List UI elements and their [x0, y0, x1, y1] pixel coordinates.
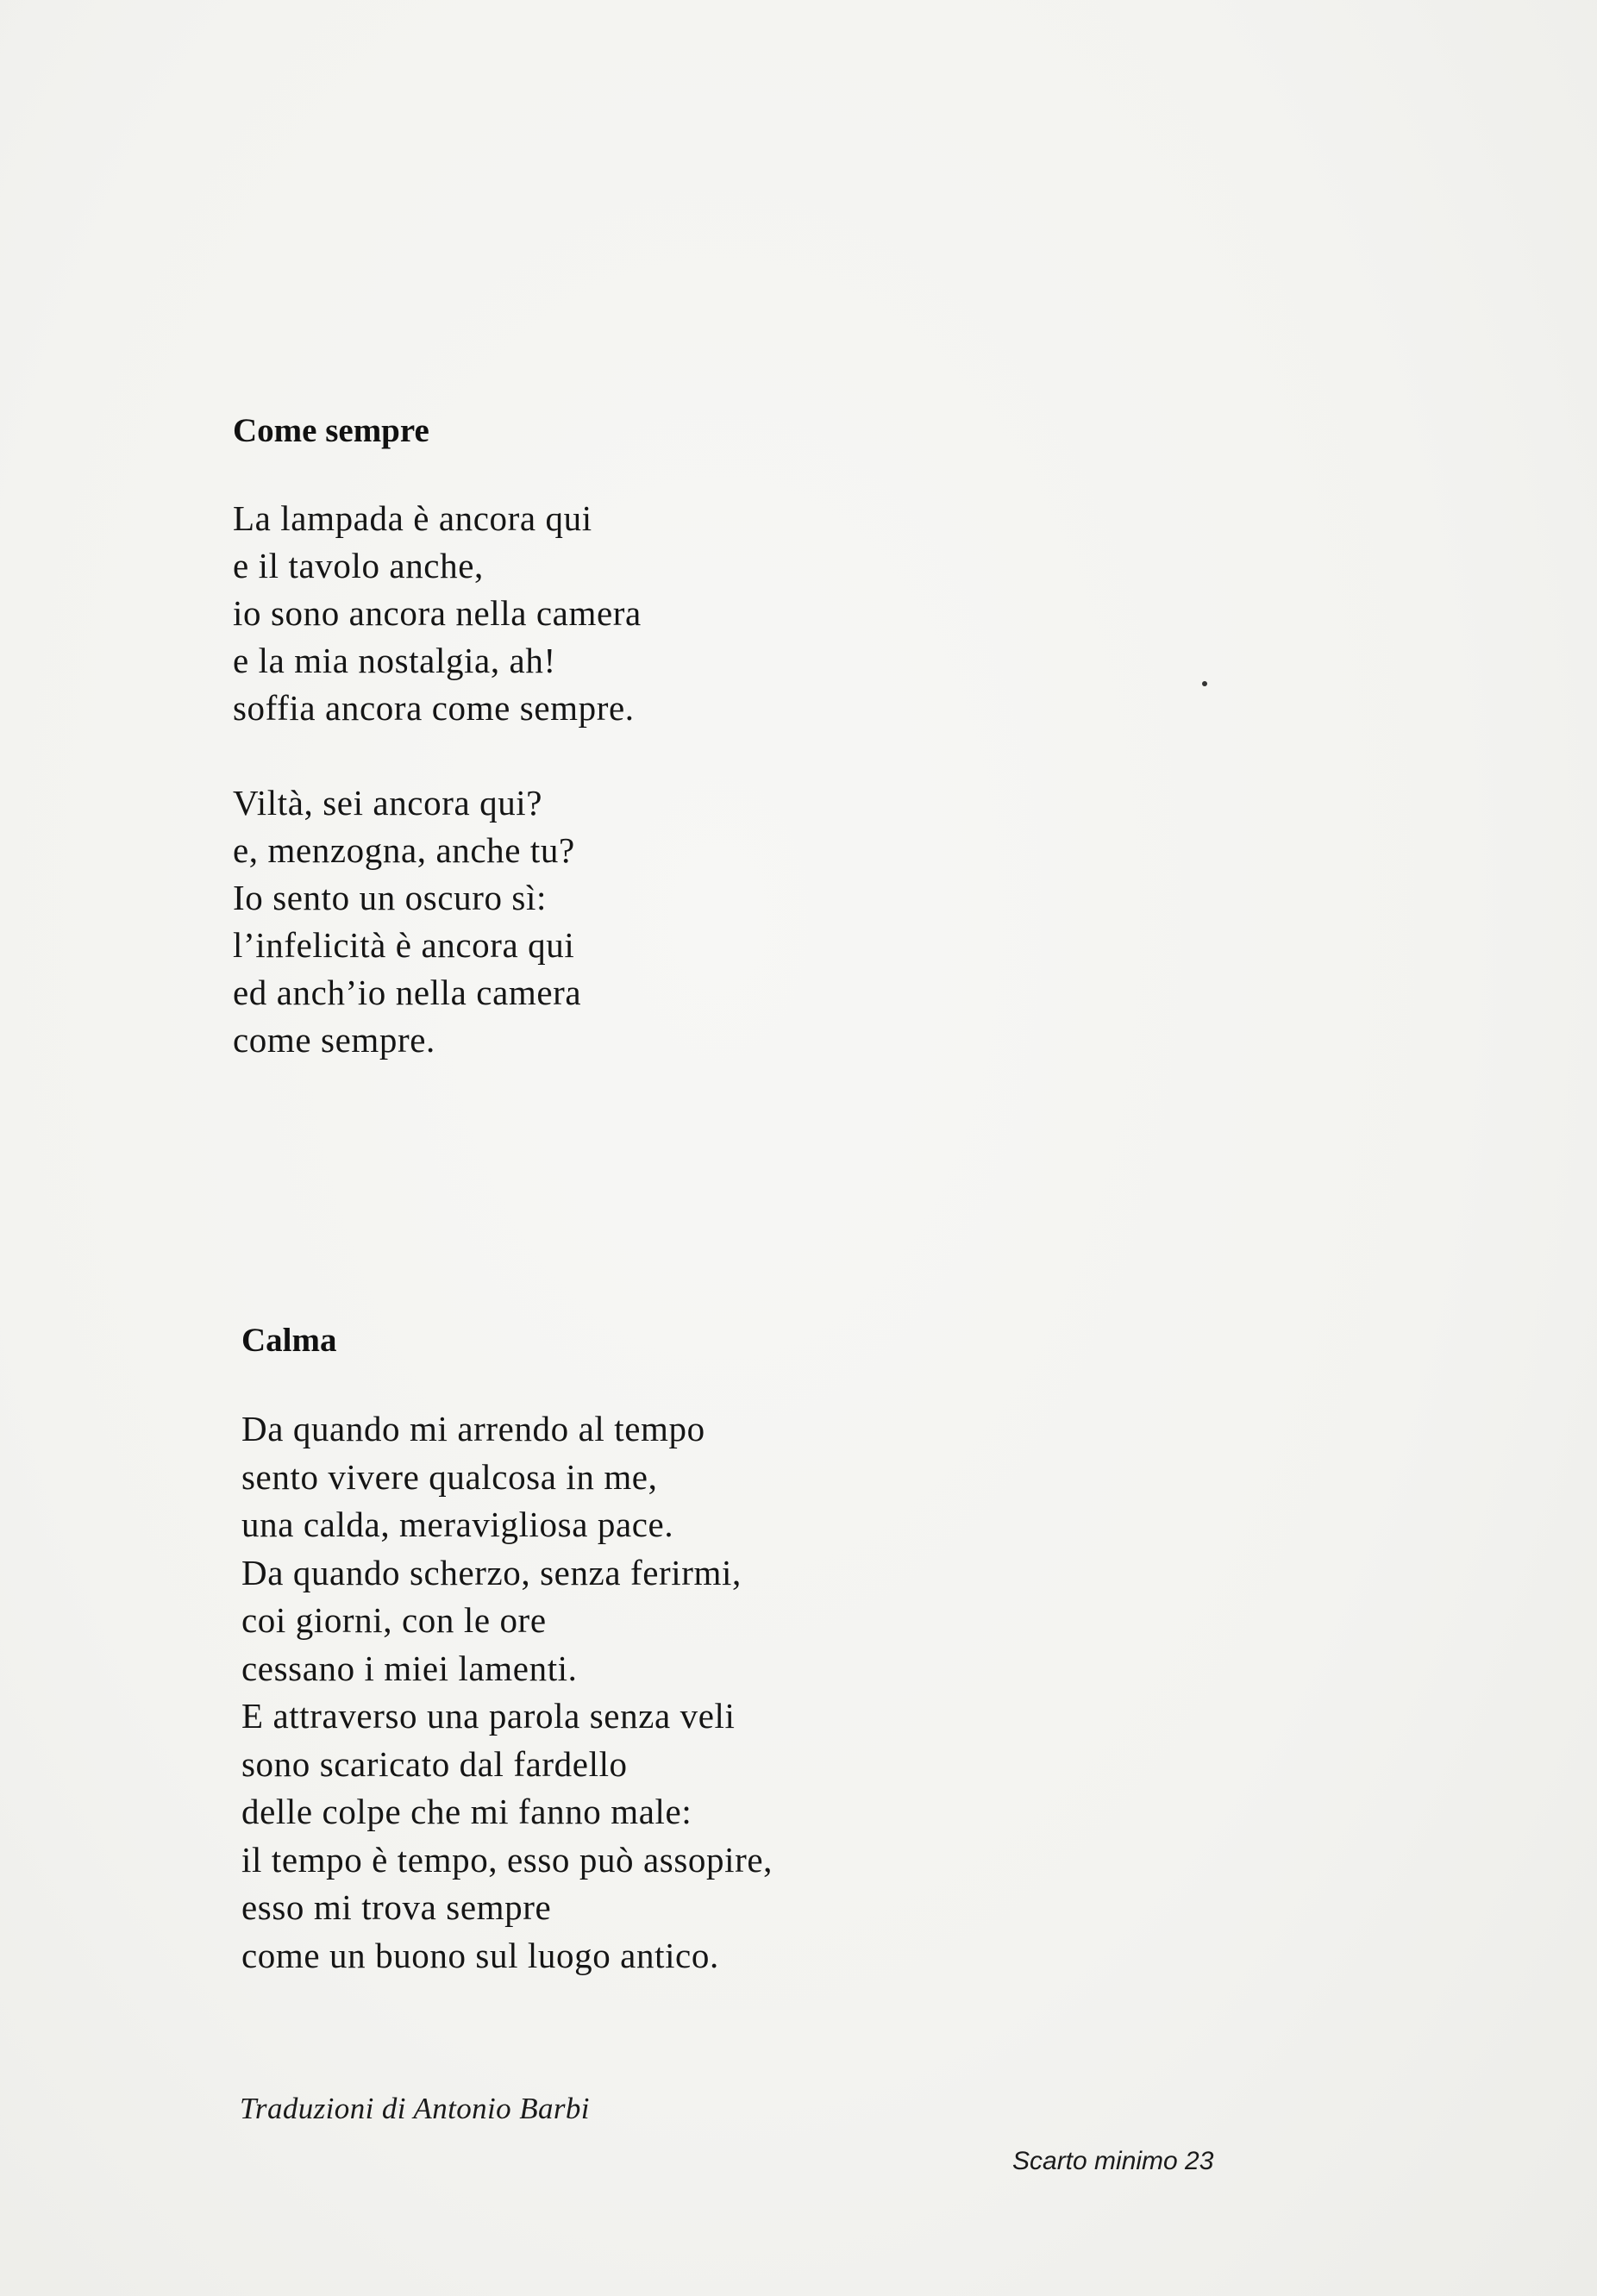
poem-title: Calma [241, 1322, 337, 1359]
stanza [233, 779, 642, 1064]
verse-line: Da quando mi arrendo al tempo [241, 1409, 705, 1448]
paper-speck [1202, 681, 1207, 686]
verse-line: Da quando scherzo, senza ferirmi, [241, 1552, 742, 1592]
verse-line: e la mia nostalgia, ah! [233, 641, 556, 680]
verse-line: come un buono sul luogo antico. [241, 1935, 719, 1975]
verse-line: il tempo è tempo, esso può assopire, [241, 1839, 773, 1880]
verse-line: come sempre. [233, 1020, 435, 1060]
verse-line: una calda, meravigliosa pace. [241, 1505, 674, 1544]
verse-line: cessano i miei lamenti. [241, 1648, 578, 1688]
stanza [241, 1405, 773, 1980]
verse-line: delle colpe che mi fanno male: [241, 1792, 692, 1831]
verse-line: soffia ancora come sempre. [233, 688, 635, 728]
verse-line: Io sento un oscuro sì: [233, 878, 547, 917]
verse-line: sono scaricato dal fardello [241, 1743, 628, 1784]
verse-line: l’infelicità è ancora qui [233, 925, 575, 965]
verse-line: esso mi trova sempre [241, 1887, 552, 1927]
verse-line: E attraverso una parola senza veli [241, 1696, 736, 1736]
verse-line: e il tavolo anche, [233, 546, 484, 585]
verse-line: La lampada è ancora qui [233, 498, 592, 538]
verse-line: coi giorni, con le ore [241, 1600, 547, 1640]
poem-come-sempre [233, 414, 642, 1064]
page-folio: Scarto minimo 23 [1012, 2147, 1214, 2175]
verse-line: ed anch’io nella camera [233, 973, 582, 1012]
poem-calma [241, 1323, 773, 1980]
verse-line: sento vivere qualcosa in me, [241, 1456, 658, 1497]
verse-line: e, menzogna, anche tu? [233, 830, 575, 870]
translation-credit: Traduzioni di Antonio Barbi [240, 2092, 590, 2125]
verse-line: io sono ancora nella camera [233, 593, 642, 633]
poem-title: Come sempre [233, 412, 429, 449]
verse-line: Viltà, sei ancora qui? [233, 783, 543, 823]
stanza [233, 495, 642, 732]
